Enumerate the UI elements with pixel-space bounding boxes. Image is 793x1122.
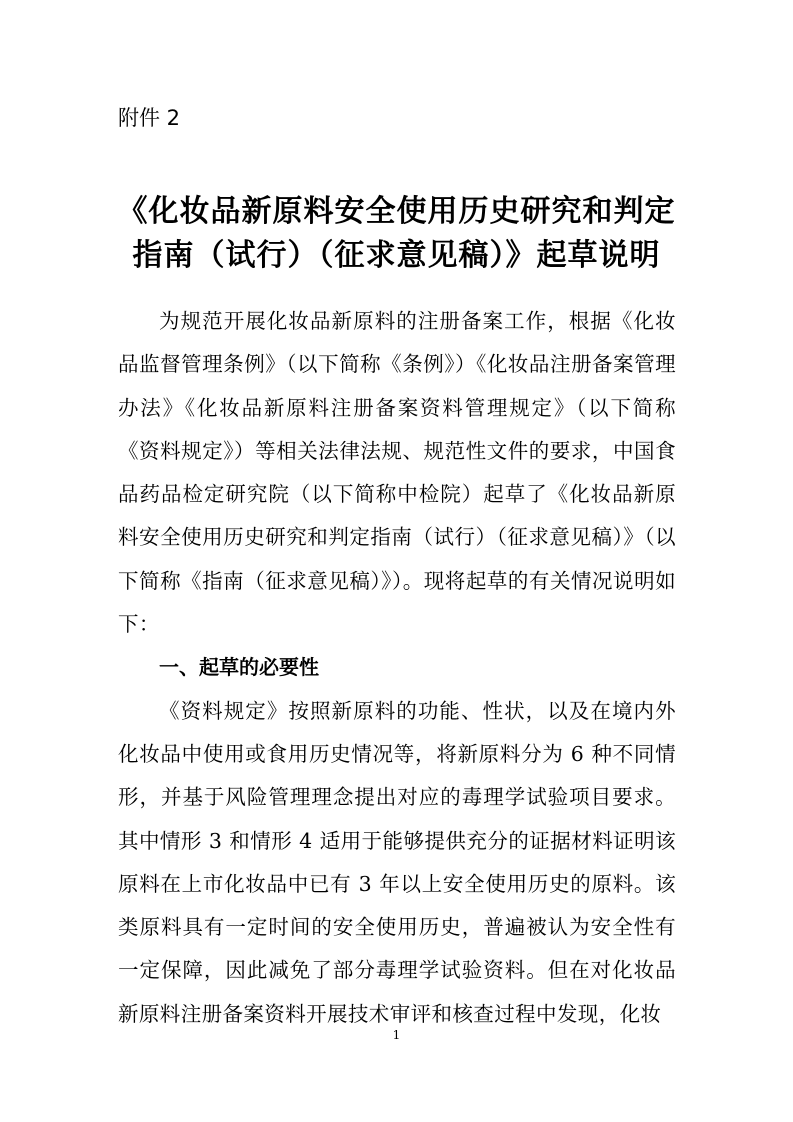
intro-paragraph: 为规范开展化妆品新原料的注册备案工作，根据《化妆品监督管理条例》（以下简称《条例》）《化妆品注册备案管理办法》《化妆品新原料注册备案资料管理规定》（以下简称《资料规定》）等相关法律法规、规范性文件的要求，中国食品药品检定研究院（以下简称中检院）起草了《化妆品新原料安全使用历史研究和判定指南（试行）（征求意见稿）》（以下简称《指南（征求意见稿）》）。现将起草的有关情况说明如下： [118,309,676,637]
attachment-label: 附件 2 [118,106,181,130]
section-heading: 一、起草的必要性 [159,655,319,680]
document-title [100,190,693,278]
body-paragraph: 《资料规定》按照新原料的功能、性状，以及在境内外化妆品中使用或食用历史情况等，将新原料分为 6 种不同情形，并基于风险管理理念提出对应的毒理学试验项目要求。其中情形 3 和情形 4 适用于能够提供充分的证据材料证明该原料在上市化妆品中已有 3 年以上安全使用历史的原料。该类原料具有一定时间的安全使用历史，普遍被认为安全性有一定保障，因此减免了部分毒理学试验资料。但在对化妆品新原料注册备案资料开展技术审评和核查过程中发现，化妆 [118,698,676,1026]
title-line: 《化妆品新原料安全使用历史研究和判定 [117,194,676,229]
page-number: 1 [392,1028,401,1042]
document-body [118,300,676,1036]
title-line: 指南（试行）（征求意见稿）》起草说明 [132,238,661,273]
